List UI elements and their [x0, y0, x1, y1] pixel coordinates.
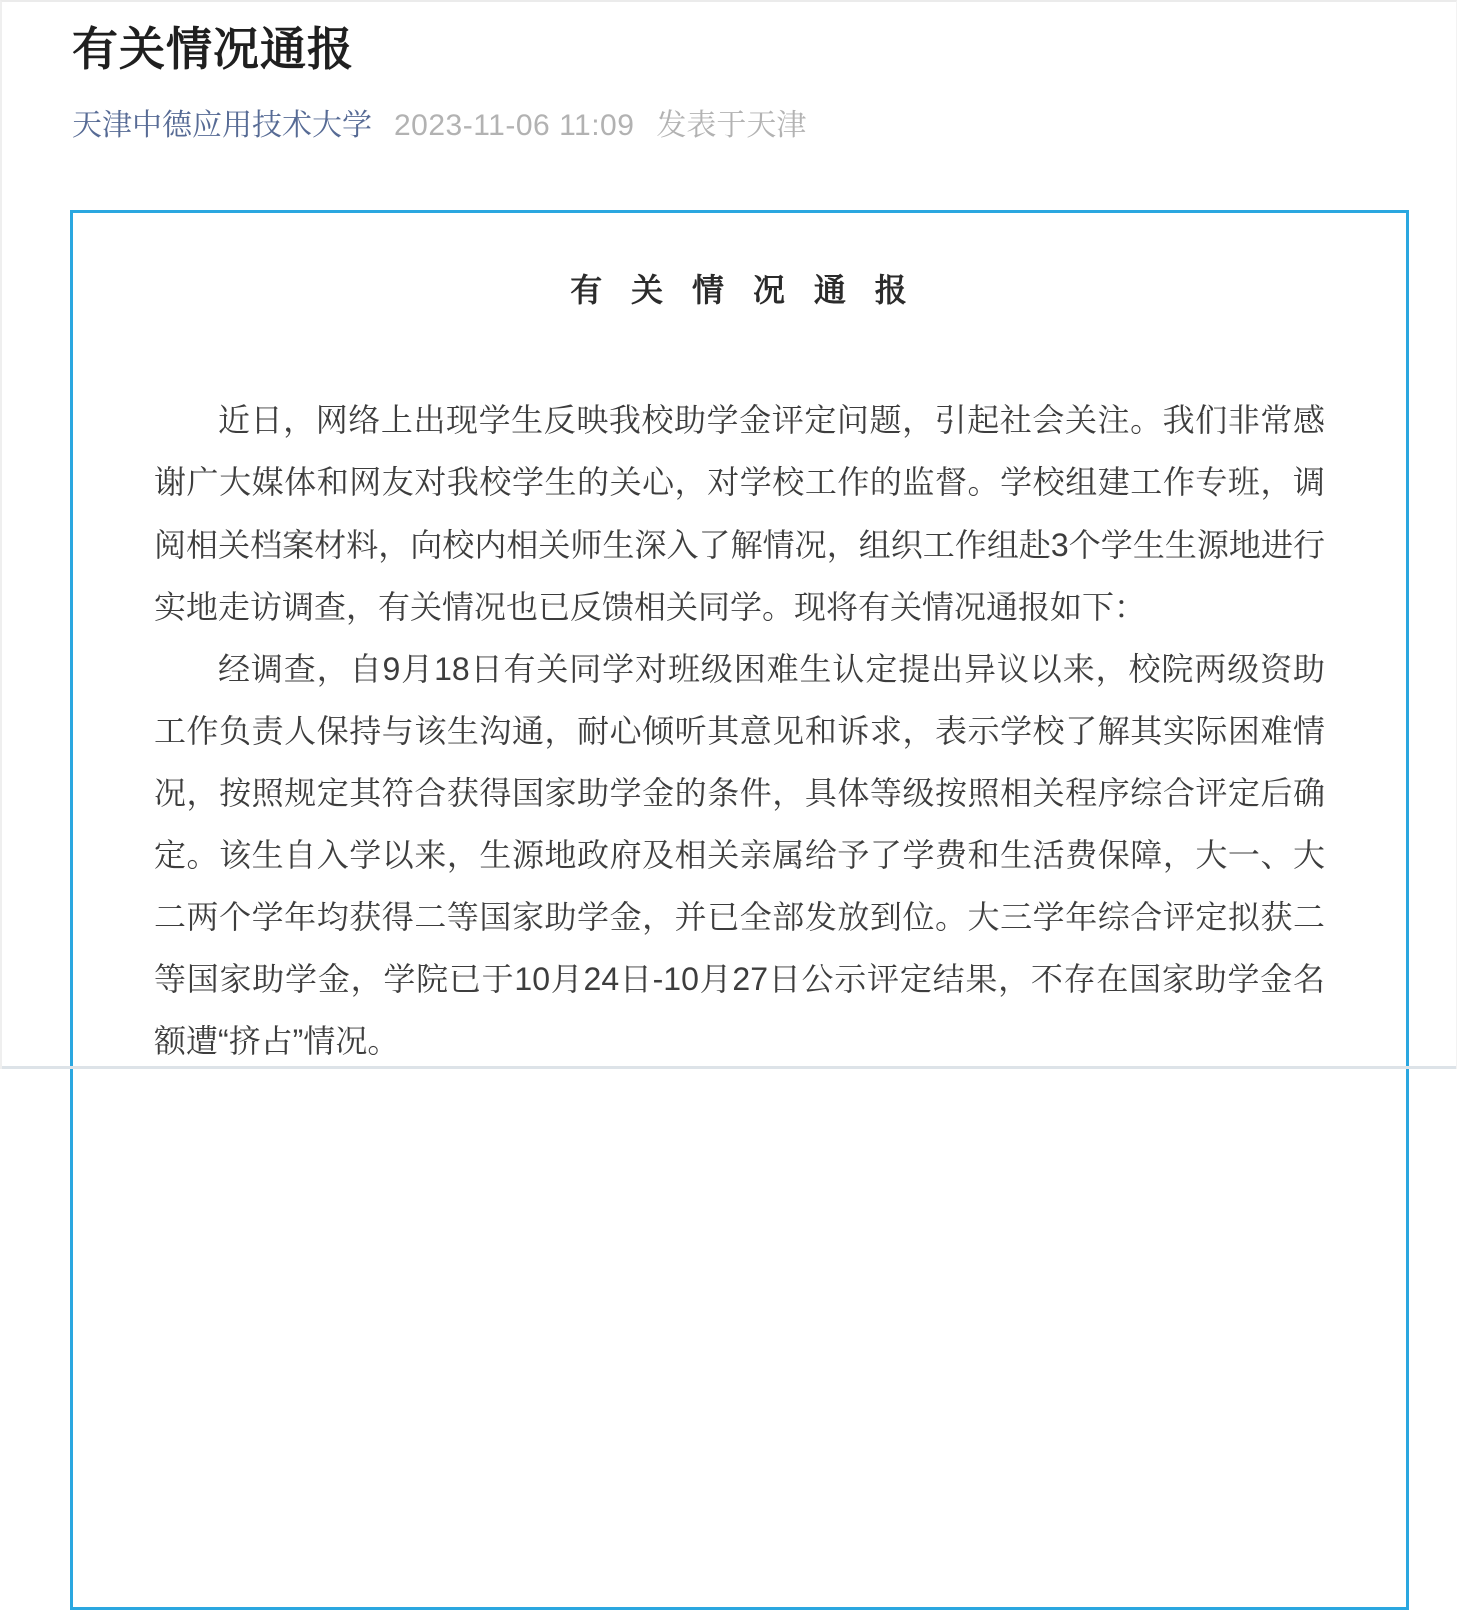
publish-location: 发表于天津 — [656, 108, 807, 142]
notice-paragraph: 近日，网络上出现学生反映我校助学金评定问题，引起社会关注。我们非常感谢广大媒体和网友对我校学生的关心，对学校工作的监督。学校组建工作专班，调阅相关档案材料，向校内相关师生深入了解情况，组织工作组赴3个学生生源地进行实地走访调查，有关情况也已反馈相关同学。现将有关情况通报如下： — [154, 402, 1325, 625]
notice-title: 有 关 情 况 通 报 — [570, 272, 909, 308]
page-title: 有关情况通报 — [72, 23, 354, 75]
notice-paragraph: 经调查，自9月18日有关同学对班级困难生认定提出异议以来，校院两级资助工作负责人保持与该生沟通，耐心倾听其意见和诉求，表示学校了解其实际困难情况，按照规定其符合获得国家助学金的条件，具体等级按照相关程序综合评定后确定。该生自入学以来，生源地政府及相关亲属给予了学费和生活费保障，大一、大二两个学年均获得二等国家助学金，并已全部发放到位。大三学年综合评定拟获二等国家助学金，学院已于10月24日-10月27日公示评定结果，不存在国家助学金名额遭“挤占”情况。 — [154, 650, 1325, 1060]
account-name-link[interactable]: 天津中德应用技术大学 — [72, 108, 372, 142]
notice-box — [70, 210, 1409, 1610]
notice-body — [154, 389, 1325, 1072]
publish-datetime: 2023-11-06 11:09 — [394, 108, 635, 142]
article-meta — [72, 109, 1406, 142]
